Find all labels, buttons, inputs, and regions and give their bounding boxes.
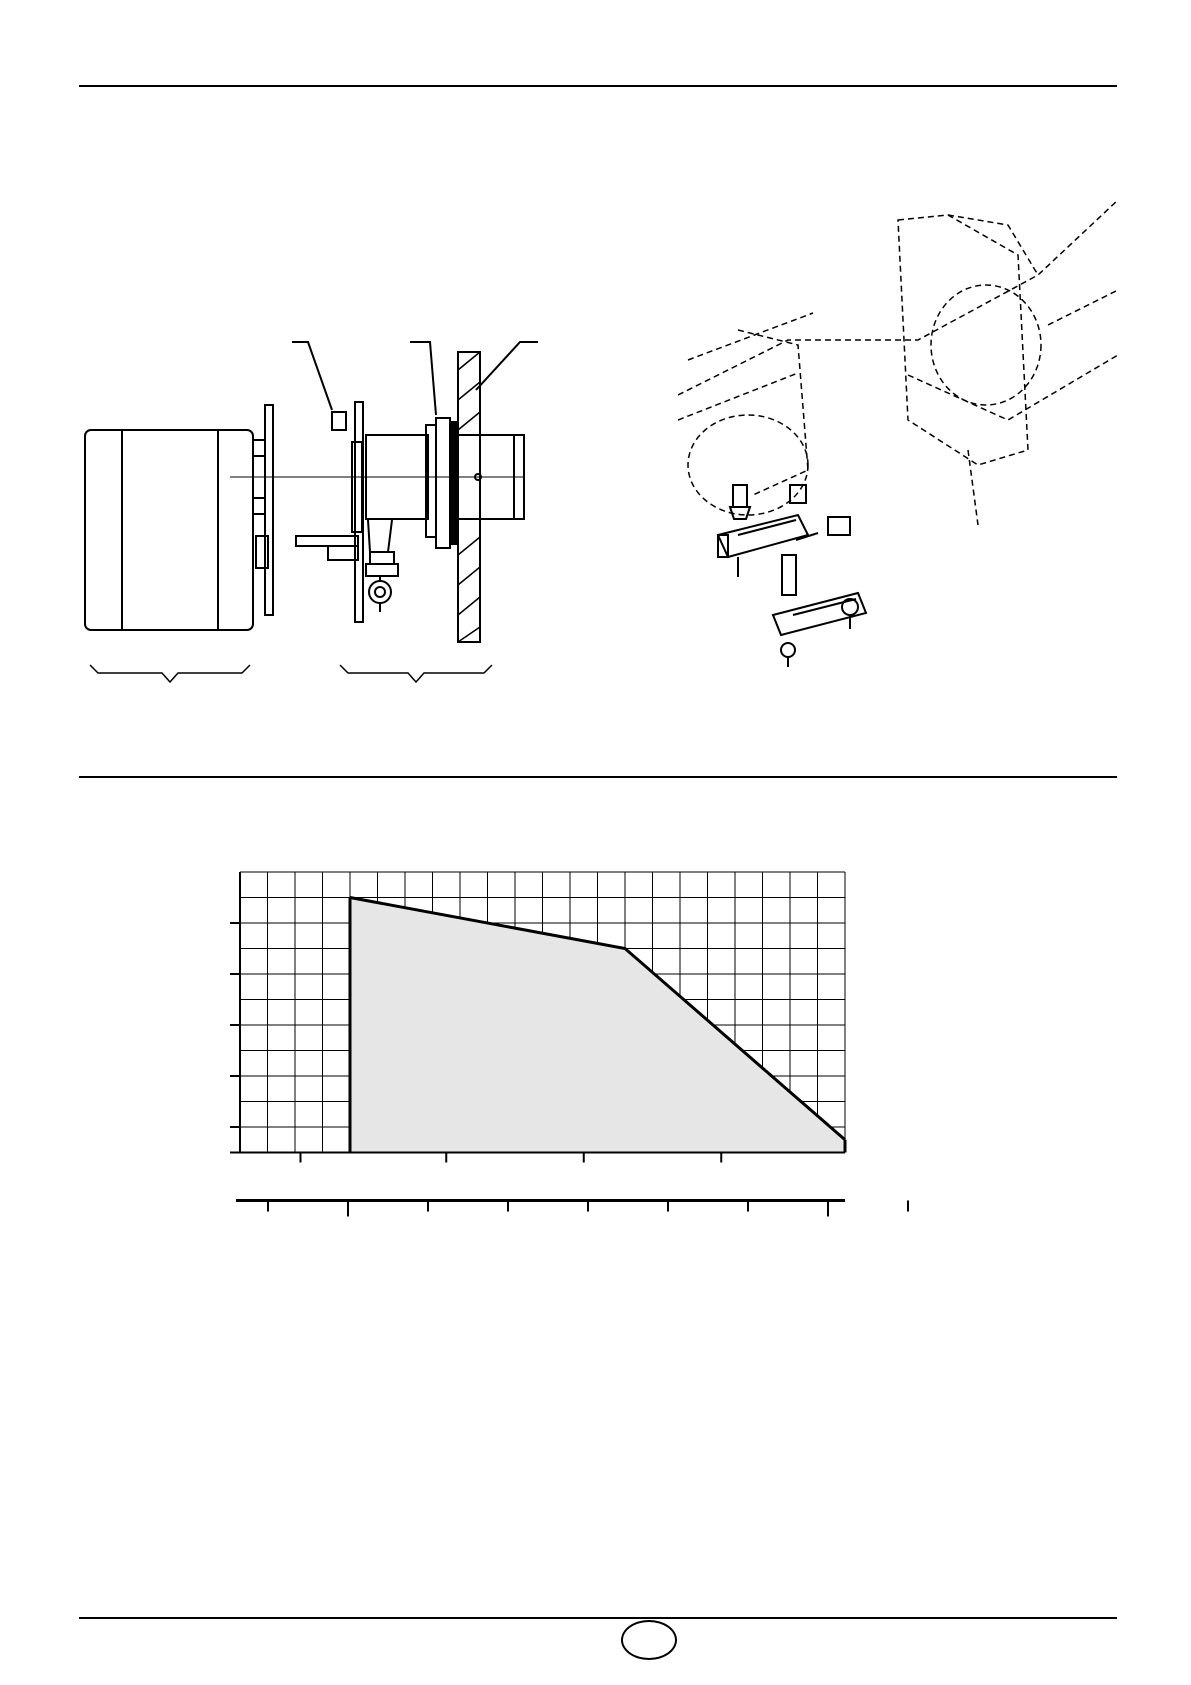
leader-3 bbox=[476, 342, 538, 390]
burner-assembly-side-view bbox=[70, 330, 540, 720]
leader-1 bbox=[292, 342, 332, 410]
leader-2 bbox=[410, 342, 436, 415]
boiler-mounting-isometric bbox=[678, 195, 1118, 735]
burner-body bbox=[85, 430, 253, 630]
middle-rule bbox=[79, 776, 1117, 778]
brace-burner bbox=[90, 665, 250, 682]
boiler-plate bbox=[458, 352, 480, 642]
output-range-chart bbox=[200, 860, 960, 1220]
page-number-badge bbox=[621, 1620, 677, 1660]
bottom-rule bbox=[79, 1617, 1117, 1619]
top-rule bbox=[79, 85, 1117, 87]
brace-head bbox=[340, 665, 492, 682]
